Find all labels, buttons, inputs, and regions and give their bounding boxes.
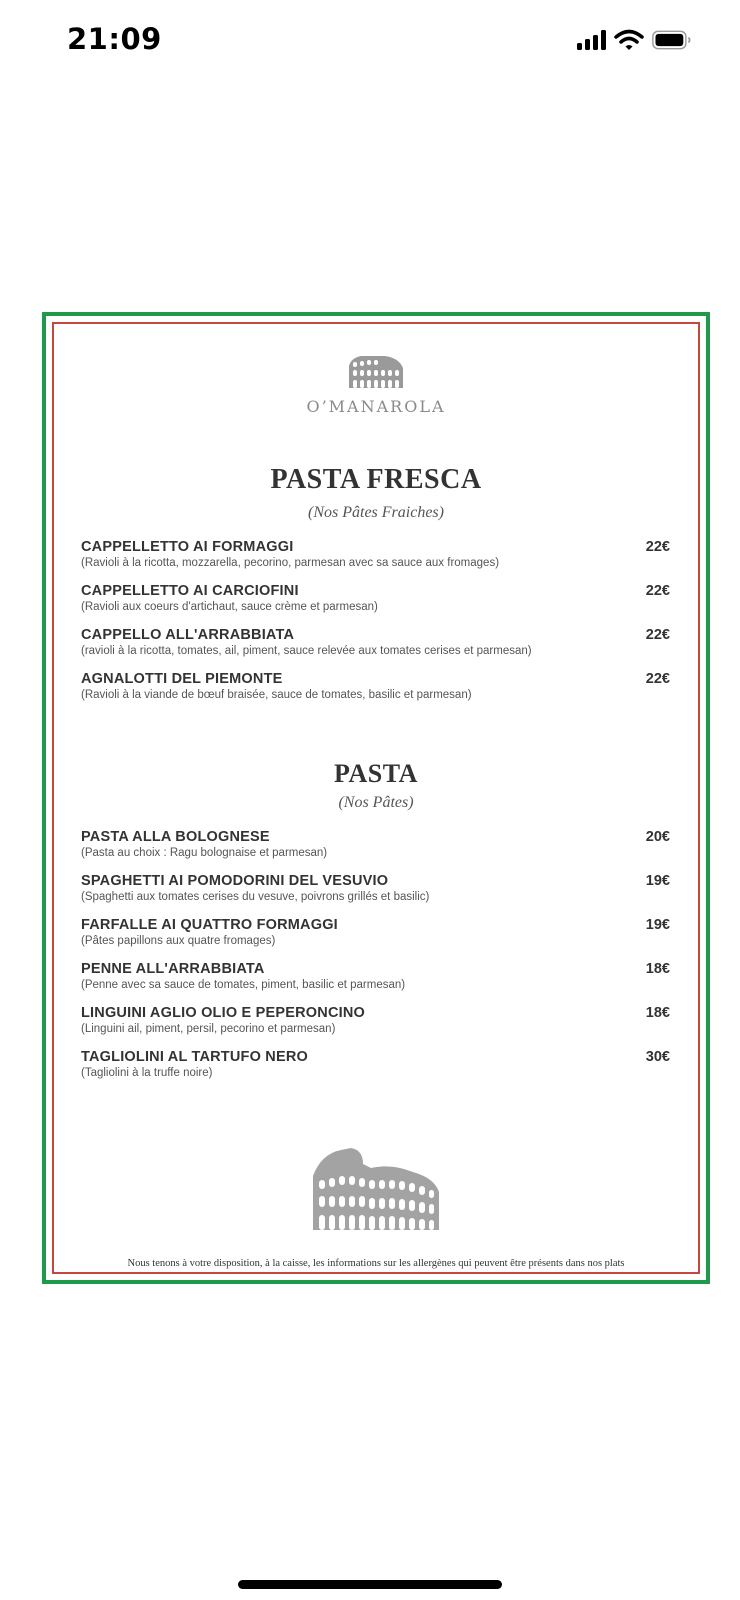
item-description: (Penne avec sa sauce de tomates, piment, basilic et parmesan) — [81, 979, 406, 991]
item-name: LINGUINI AGLIO OLIO E PEPERONCINO — [81, 1005, 365, 1021]
item-description: (ravioli à la ricotta, tomates, ail, piment, sauce relevée aux tomates cerises et parmesan) — [81, 645, 532, 657]
item-price: 22€ — [645, 627, 670, 643]
item-name: SPAGHETTI AI POMODORINI DEL VESUVIO — [81, 873, 389, 889]
item-description: (Tagliolini à la truffe noire) — [81, 1067, 213, 1079]
item-price: 20€ — [645, 829, 670, 845]
item-description: (Linguini ail, piment, persil, pecorino et parmesan) — [81, 1023, 336, 1035]
menu-item — [81, 583, 670, 613]
item-name: TAGLIOLINI AL TARTUFO NERO — [81, 1049, 308, 1065]
item-description: (Pâtes papillons aux quatre fromages) — [81, 935, 276, 947]
wifi-icon — [614, 29, 644, 51]
menu-item — [81, 627, 670, 657]
home-indicator[interactable] — [238, 1580, 502, 1589]
restaurant-name: O’MANAROLA — [306, 397, 446, 416]
item-description: (Pasta au choix : Ragu bolognaise et parmesan) — [81, 847, 328, 859]
item-name: FARFALLE AI QUATTRO FORMAGGI — [81, 917, 338, 933]
colosseum-illustration-icon — [311, 1146, 441, 1232]
status-bar — [0, 0, 740, 84]
item-name: PENNE ALL'ARRABBIATA — [81, 961, 265, 977]
menu-item — [81, 539, 670, 569]
item-description: (Ravioli à la ricotta, mozzarella, pecorino, parmesan avec sa sauce aux fromages) — [81, 557, 500, 569]
menu-item — [81, 829, 670, 859]
item-description: (Spaghetti aux tomates cerises du vesuve, poivrons grillés et basilic) — [81, 891, 430, 903]
item-name: CAPPELLETTO AI CARCIOFINI — [81, 583, 299, 599]
item-price: 19€ — [645, 917, 670, 933]
battery-icon — [652, 30, 692, 50]
section-title-pasta: PASTA — [334, 759, 418, 788]
restaurant-logo — [54, 354, 698, 416]
item-price: 30€ — [645, 1049, 670, 1065]
menu-item — [81, 1049, 670, 1079]
colosseum-illustration — [54, 1146, 698, 1237]
item-price: 22€ — [645, 671, 670, 687]
section-subtitle-pasta: (Nos Pâtes) — [338, 794, 414, 811]
colosseum-logo-icon — [345, 354, 407, 390]
item-name: AGNALOTTI DEL PIEMONTE — [81, 671, 283, 687]
item-name: CAPPELLO ALL'ARRABBIATA — [81, 627, 295, 643]
menu-frame — [42, 312, 710, 1284]
item-price: 22€ — [645, 583, 670, 599]
section-subtitle-pasta-fresca: (Nos Pâtes Fraiches) — [308, 504, 444, 521]
section-title-pasta-fresca: PASTA FRESCA — [270, 464, 482, 495]
menu-item — [81, 961, 670, 991]
menu-item — [81, 917, 670, 947]
item-price: 18€ — [645, 1005, 670, 1021]
status-time: 21:09 — [67, 22, 162, 56]
menu-item — [81, 671, 670, 701]
item-description: (Ravioli aux coeurs d'artichaut, sauce crème et parmesan) — [81, 601, 378, 613]
item-price: 22€ — [645, 539, 670, 555]
status-icons — [577, 29, 692, 51]
menu-inner-frame — [52, 322, 700, 1274]
cellular-signal-icon — [577, 30, 606, 50]
item-price: 19€ — [645, 873, 670, 889]
allergen-note: Nous tenons à votre disposition, à la caisse, les informations sur les allergènes qui peuvent être présents dans nos plats — [127, 1258, 625, 1269]
menu-item — [81, 873, 670, 903]
item-name: PASTA ALLA BOLOGNESE — [81, 829, 270, 845]
item-name: CAPPELLETTO AI FORMAGGI — [81, 539, 294, 555]
item-description: (Ravioli à la viande de bœuf braisée, sauce de tomates, basilic et parmesan) — [81, 689, 472, 701]
menu-item — [81, 1005, 670, 1035]
item-price: 18€ — [645, 961, 670, 977]
